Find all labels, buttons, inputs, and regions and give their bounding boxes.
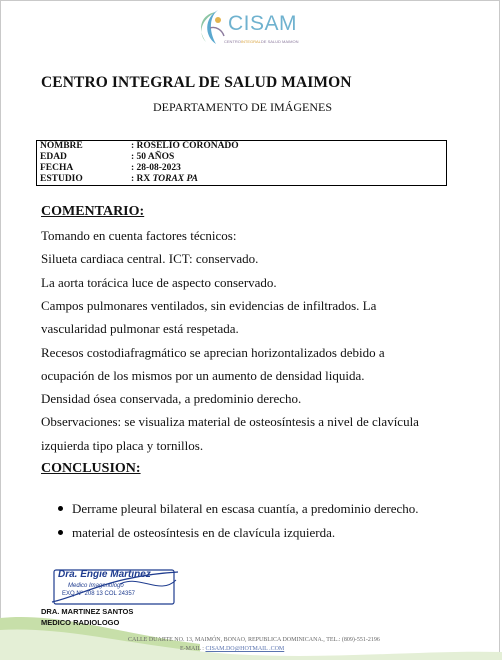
document-title: CENTRO INTEGRAL DE SALUD MAIMON — [41, 74, 352, 91]
logo-wordmark: CISAM — [228, 12, 298, 35]
label-nombre: NOMBRE — [40, 141, 83, 151]
label-edad: EDAD — [40, 152, 67, 162]
value-nombre: : ROSELIO CORONADO — [131, 141, 239, 151]
signature-role: Medico Imagenologo — [68, 583, 124, 589]
conclusion-item: material de osteosíntesis en de clavícula izquierda. — [41, 522, 419, 546]
value-edad: : 50 AÑOS — [131, 152, 175, 162]
footer-address: CALLE DUARTE NO. 13, MAIMÓN, BONAO, REPUBLICA DOMINICANA., TEL.: (809)-551-2196 — [128, 637, 380, 643]
comentario-line: Tomando en cuenta factores técnicos: — [41, 228, 237, 243]
comentario-line: izquierda tipo placa y tornillos. — [41, 438, 204, 453]
doctor-role: MEDICO RADIOLOGO — [41, 618, 120, 627]
comentario-line: Silueta cardiaca central. ICT: conservado. — [41, 251, 259, 266]
patient-row-estudio — [37, 174, 447, 186]
footer-email-line — [180, 646, 284, 652]
department-title: DEPARTAMENTO DE IMÁGENES — [153, 100, 332, 114]
label-estudio: ESTUDIO — [40, 174, 83, 184]
patient-row-fecha — [37, 163, 447, 174]
comentario-line: vascularidad pulmonar está respetada. — [41, 321, 239, 336]
cisam-logo — [188, 4, 313, 50]
signature-exequatur: EXQ Nº 208 13 COL 24357 — [62, 591, 136, 597]
conclusion-item: Derrame pleural bilateral en escasa cuantía, a predominio derecho. — [41, 498, 419, 522]
conclusion-list — [41, 498, 419, 546]
email-label: E-MAIL : — [180, 646, 204, 652]
comentario-line: Recesos costodiafragmático se aprecian horizontalizados debido a — [41, 345, 385, 360]
logo-subtitle: CENTROINTEGRALDE SALUD MAIMON — [224, 39, 299, 44]
patient-row-nombre — [37, 141, 447, 153]
comentario-line: Densidad ósea conservada, a predominio derecho. — [41, 391, 302, 406]
value-fecha: : 28-08-2023 — [131, 163, 181, 173]
comentario-heading: COMENTARIO: — [41, 204, 145, 219]
doctor-name: DRA. MARTINEZ SANTOS — [41, 607, 134, 616]
label-fecha: FECHA — [40, 163, 74, 173]
comentario-line: La aorta torácica luce de aspecto conservado. — [41, 275, 277, 290]
value-estudio: : RX TORAX PA — [131, 174, 198, 184]
patient-row-edad — [37, 152, 447, 163]
comentario-line: Campos pulmonares ventilados, sin evidencias de infiltrados. La — [41, 298, 377, 313]
email-link[interactable]: CISAM.DO@HOTMAIL .COM — [205, 646, 285, 652]
comentario-line: ocupación de los mismos por un aumento de densidad liquida. — [41, 368, 365, 383]
patient-info-table — [36, 140, 447, 186]
signature-name: Dra. Engie Martinez — [58, 569, 151, 580]
conclusion-heading: CONCLUSION: — [41, 461, 141, 476]
comentario-line: Observaciones: se visualiza material de osteosíntesis a nivel de clavícula — [41, 414, 419, 429]
